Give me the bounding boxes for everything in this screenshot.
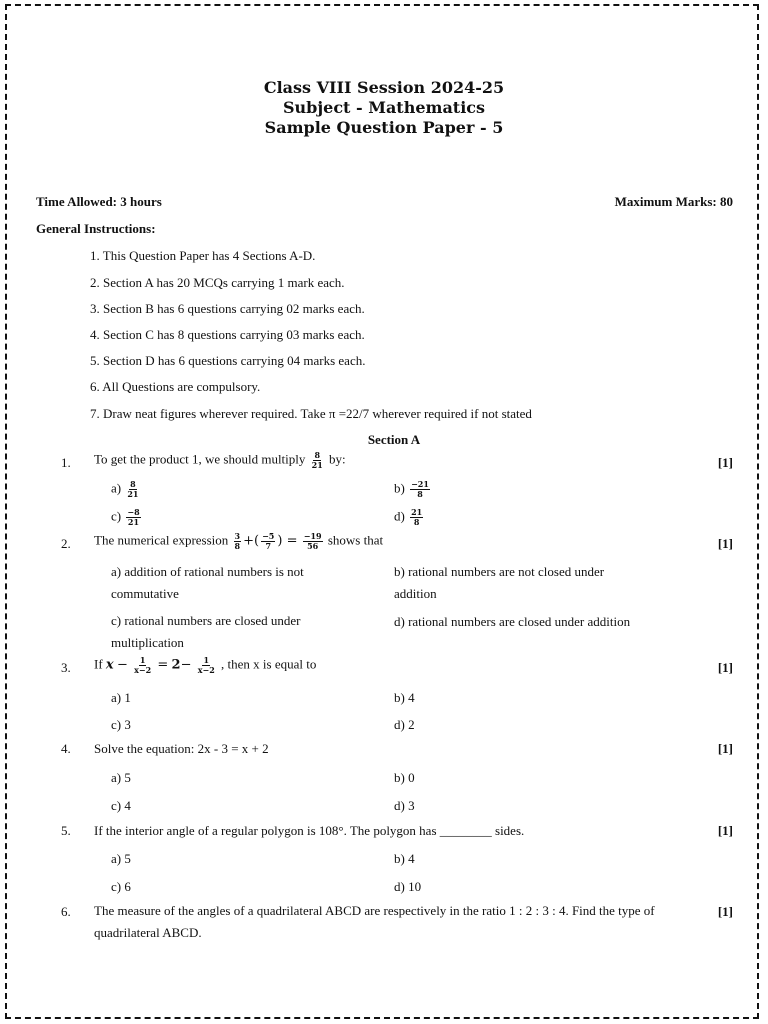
- fraction: [126, 480, 139, 499]
- fraction-numerator: 1: [203, 655, 210, 665]
- fraction-denominator: 56: [307, 541, 319, 551]
- option-b: b) 4: [394, 851, 415, 866]
- fraction-denominator: 21: [127, 489, 139, 499]
- question-text-part: To get the product 1, we should multiply: [94, 451, 306, 467]
- option-label: a): [111, 480, 122, 496]
- option-c: c) 4: [111, 798, 131, 813]
- instruction-item: 2. Section A has 20 MCQs carrying 1 mark each.: [90, 275, 345, 290]
- question-number: 3.: [61, 660, 71, 675]
- option-a: a) 5: [111, 770, 131, 785]
- fraction: [311, 451, 324, 470]
- plus-sign: +(: [243, 533, 260, 549]
- fraction-numerator: −5: [262, 531, 275, 541]
- paper-header: [0, 78, 768, 138]
- option-b: [394, 480, 432, 499]
- question-number: 4.: [61, 741, 71, 756]
- fraction-denominator: 7: [265, 541, 272, 551]
- minus-sign: −: [116, 657, 128, 673]
- option-d: d) 10: [394, 879, 422, 894]
- question-text-part: If: [94, 656, 103, 672]
- option-c: c) rational numbers are closed under multiplication: [111, 613, 301, 650]
- question-marks: [1]: [717, 455, 733, 470]
- fraction-numerator: −19: [303, 531, 322, 541]
- instruction-item: 1. This Question Paper has 4 Sections A-D.: [90, 248, 316, 263]
- question-text: If the interior angle of a regular polygon is 108°. The polygon has ________ sides.: [94, 823, 525, 838]
- fraction-numerator: −8: [127, 507, 140, 517]
- fraction-denominator: x−2: [134, 665, 152, 675]
- option-a: a) 5: [111, 851, 131, 866]
- fraction: [261, 532, 275, 551]
- option-d: [394, 508, 425, 527]
- header-subject: Subject - Mathematics: [282, 98, 486, 117]
- question-marks: [1]: [717, 536, 733, 551]
- option-label: c): [111, 508, 122, 524]
- question-text: [94, 656, 316, 675]
- fraction-denominator: 8: [234, 541, 241, 551]
- fraction-numerator: 21: [411, 507, 423, 517]
- question-marks: [1]: [717, 823, 733, 838]
- question-text-part: shows that: [327, 532, 384, 548]
- equals-sign: ) =: [277, 533, 298, 549]
- option-a: a) addition of rational numbers is not commutative: [111, 564, 304, 601]
- fraction: [133, 656, 152, 675]
- math-constant: 2: [171, 657, 181, 673]
- math-variable: x: [105, 657, 114, 673]
- fraction: [410, 480, 430, 499]
- option-a: a) 1: [111, 690, 131, 705]
- equals-sign: =: [157, 657, 169, 673]
- fraction-numerator: 8: [314, 450, 321, 460]
- fraction: [126, 508, 140, 527]
- fraction-denominator: x−2: [197, 665, 215, 675]
- question-text: [94, 532, 383, 551]
- question-marks: [1]: [717, 741, 733, 756]
- option-b: b) 0: [394, 770, 415, 785]
- fraction-numerator: 3: [234, 531, 241, 541]
- option-label: d): [394, 508, 405, 524]
- option-b: b) rational numbers are not closed under addition: [394, 564, 605, 601]
- question-text-part: , then x is equal to: [221, 656, 317, 672]
- maximum-marks: Maximum Marks: 80: [614, 194, 733, 209]
- fraction-numerator: 8: [130, 479, 136, 489]
- instruction-item: 4. Section C has 8 questions carrying 03 marks each.: [90, 327, 365, 342]
- question-text: The measure of the angles of a quadrilateral ABCD are respectively in the ratio 1 : 2 : 3 : 4. Find the type of quadrilateral ABCD.: [94, 903, 655, 940]
- header-class-session: Class VIII Session 2024-25: [263, 78, 505, 97]
- option-d: d) 3: [394, 798, 415, 813]
- option-a: [111, 480, 142, 499]
- fraction-denominator: 8: [417, 489, 423, 499]
- instruction-item: 6. All Questions are compulsory.: [90, 379, 261, 394]
- question-text-part: by:: [329, 451, 346, 467]
- general-instructions-label: General Instructions:: [36, 221, 156, 236]
- question-marks: [1]: [717, 904, 733, 919]
- question-number: 1.: [61, 455, 71, 470]
- fraction-denominator: 8: [413, 517, 420, 527]
- instruction-item: 5. Section D has 6 questions carrying 04 marks each.: [90, 353, 366, 368]
- question-number: 5.: [61, 823, 71, 838]
- option-label: b): [394, 480, 405, 496]
- option-d: d) rational numbers are closed under addition: [394, 614, 631, 629]
- option-c: c) 6: [111, 879, 131, 894]
- fraction: [234, 532, 242, 551]
- fraction-denominator: 21: [311, 460, 323, 470]
- fraction-numerator: 1: [139, 655, 146, 665]
- header-paper-title: Sample Question Paper - 5: [264, 118, 504, 137]
- section-a-title: Section A: [367, 432, 421, 447]
- instruction-item: 7. Draw neat figures wherever required. Take π =22/7 wherever required if not stated: [90, 406, 532, 421]
- option-c: [111, 508, 143, 527]
- minus-sign: −: [180, 657, 192, 673]
- question-number: 2.: [61, 536, 71, 551]
- instruction-item: 3. Section B has 6 questions carrying 02 marks each.: [90, 301, 365, 316]
- question-text: [94, 451, 346, 470]
- fraction: [410, 508, 423, 527]
- fraction-denominator: 21: [127, 517, 140, 527]
- option-b: b) 4: [394, 690, 415, 705]
- fraction-numerator: −21: [411, 479, 429, 489]
- fraction: [197, 656, 216, 675]
- option-c: c) 3: [111, 717, 131, 732]
- question-text-part: The numerical expression: [94, 532, 229, 548]
- question-text: Solve the equation: 2x - 3 = x + 2: [94, 741, 269, 756]
- option-d: d) 2: [394, 717, 415, 732]
- question-marks: [1]: [717, 660, 733, 675]
- time-allowed: Time Allowed: 3 hours: [36, 194, 162, 209]
- fraction: [303, 532, 323, 551]
- question-number: 6.: [61, 904, 71, 919]
